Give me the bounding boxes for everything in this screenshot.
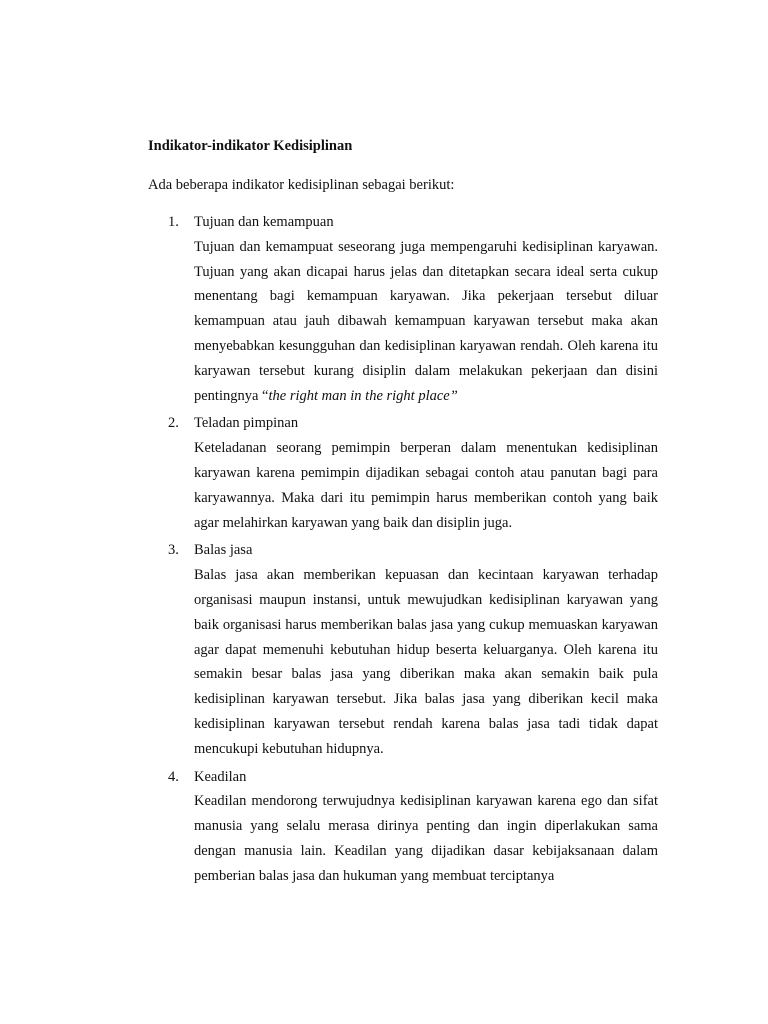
list-item-number: 1. (168, 214, 179, 230)
list-item (148, 411, 658, 535)
list-item (148, 765, 658, 889)
list-item-title: Balas jasa (194, 542, 253, 559)
list-item-body (194, 789, 658, 888)
list-item-number: 4. (168, 768, 179, 785)
list-item-body (194, 436, 658, 535)
intro-paragraph: Ada beberapa indikator kedisiplinan sebagai berikut: (148, 177, 455, 193)
list-item-number: 2. (168, 415, 179, 432)
list-item-title: Tujuan dan kemampuan (194, 214, 334, 230)
document-heading: Indikator-indikator Kedisiplinan (148, 138, 353, 154)
list-item (148, 538, 658, 761)
list-item-body-text: Keteladanan seorang pemimpin berperan dalam menentukan kedisiplinan karyawan karena pemimpin dijadikan sebagai contoh atau panutan bagi para karyawannya. Maka dari itu pemimpin harus memberikan contoh yang baik agar melahirkan karyawan yang baik dan disiplin juga. (194, 440, 658, 531)
indicator-list (148, 210, 658, 892)
list-item-body (194, 235, 658, 409)
list-item-title: Teladan pimpinan (194, 415, 299, 432)
list-item-body-text: Keadilan mendorong terwujudnya kedisiplinan karyawan karena ego dan sifat manusia yang selalu merasa dirinya penting dan ingin diperlakukan sama dengan manusia lain. Keadilan yang dijadikan dasar kebijaksanaan dalam pemberian balas jasa dan hukuman yang membuat terciptanya (194, 793, 658, 884)
list-item-body-text: Tujuan dan kemampuat seseorang juga mempengaruhi kedisiplinan karyawan. Tujuan yang akan dicapai harus jelas dan ditetapkan secara ideal serta cukup menentang bagi kemampuan karyawan. Jika pekerjaan tersebut diluar kemampuan atau jauh dibawah kemampuan karyawan tersebut maka akan menyebabkan kesungguhan dan kedisiplinan karyawan rendah. Oleh karena itu karyawan tersebut kurang disiplin dalam melakukan pekerjaan dan disini pentingnya “ (194, 238, 658, 404)
list-item-number: 3. (168, 542, 179, 559)
list-item-title: Keadilan (194, 768, 247, 785)
list-item-body-text: Balas jasa akan memberikan kepuasan dan kecintaan karyawan terhadap organisasi maupun instansi, untuk mewujudkan kedisiplinan karyawan yang baik organisasi harus memberikan balas jasa yang cukup memuaskan karyawan agar dapat memenuhi kebutuhan hidup beserta keluarganya. Oleh karena itu semakin besar balas jasa yang diberikan maka akan semakin baik pula kedisiplinan karyawan tersebut. Jika balas jasa yang diberikan kecil maka kedisiplinan karyawan tersebut rendah karena balas jasa tadi tidak dapat mencukupi kebutuhan hidupnya. (194, 567, 658, 757)
list-item-body-italic: the right man in the right place” (268, 387, 458, 404)
list-item (148, 210, 658, 408)
list-item-body (194, 563, 658, 761)
